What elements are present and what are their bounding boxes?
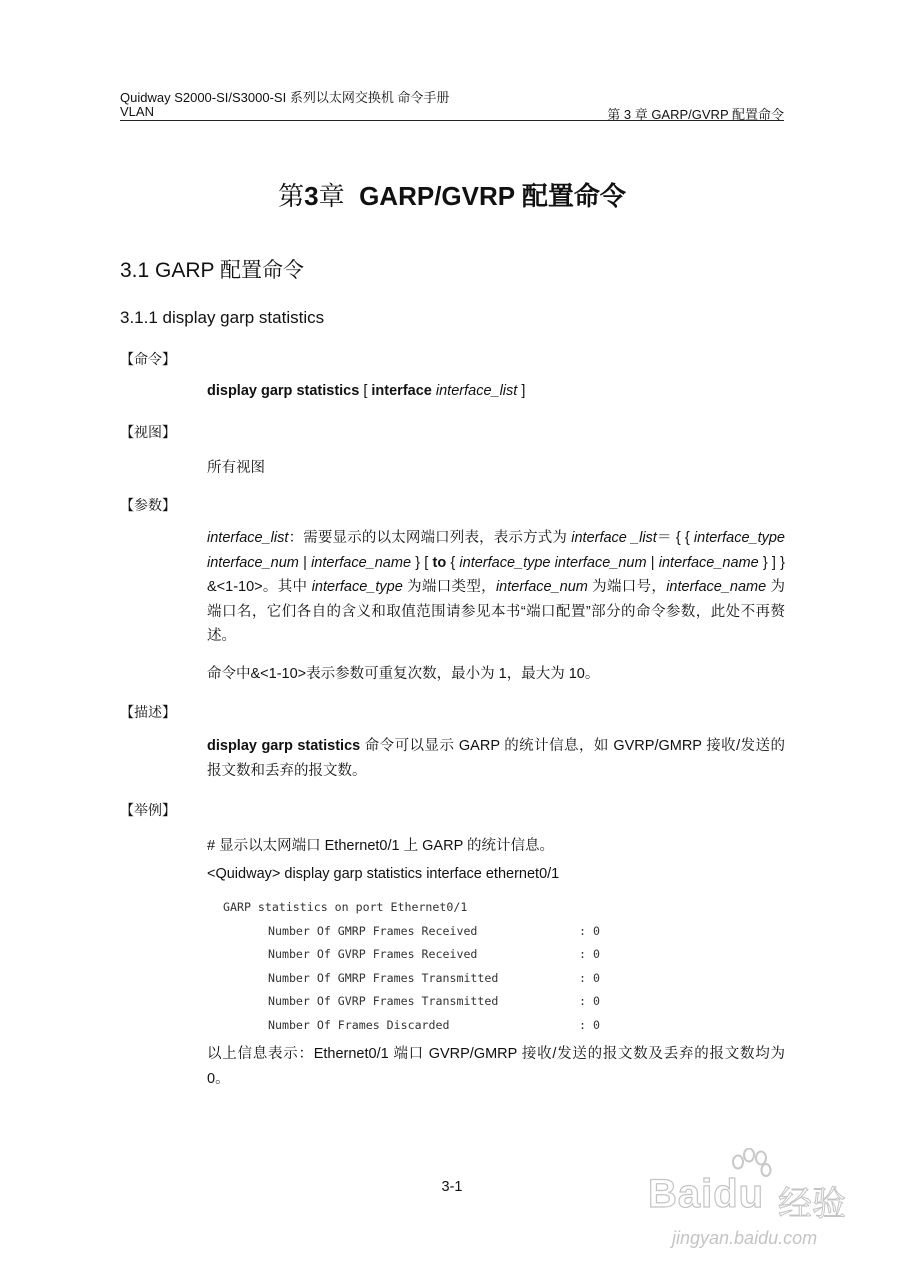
subsection-heading: 3.1.1 display garp statistics (120, 308, 325, 327)
watermark-brand: Baidu (648, 1172, 765, 1216)
output-row-label: Number Of GVRP Frames Transmitted (268, 994, 499, 1008)
header-section-right: 第 3 章 GARP/GVRP 配置命令 (607, 107, 784, 122)
output-row-value: : 0 (579, 1018, 600, 1032)
watermark-url: jingyan.baidu.com (672, 1228, 818, 1248)
desc-paragraph: display garp statistics 命令可以显示 GARP 的统计信息，如 GVRP/GMRP 接收/发送的报文数和丢弃的报文数。 (207, 738, 785, 779)
label-view: 【视图】 (120, 424, 176, 440)
output-row-value: : 0 (579, 924, 600, 938)
output-row-label: Number Of GMRP Frames Received (268, 924, 478, 938)
params-paragraph-1: interface_list：需要显示的以太网端口列表，表示方式为 interface _list＝ { { interface_type interface_num | interface_name } [ to { interface_type interface_num | interface_name } ] } &<1-10>。其中 interface_type 为端口类型，interface_num 为端口号，interface_name 为端口名，它们各自的含义和取值范围请参见本书“端口配置”部分的命令参数，此处不再赘述。 (207, 530, 786, 644)
example-comment: # 显示以太网端口 Ethernet0/1 上 GARP 的统计信息。 (207, 838, 555, 854)
chapter-title: 第3章 GARP/GVRP 配置命令 (278, 181, 626, 211)
label-example: 【举例】 (120, 802, 176, 818)
params-paragraph-2: 命令中&<1-10>表示参数可重复次数，最小为 1，最大为 10。 (207, 666, 600, 682)
label-command: 【命令】 (120, 351, 176, 367)
output-row-value: : 0 (579, 994, 600, 1008)
label-params: 【参数】 (120, 497, 176, 513)
output-row-label: Number Of Frames Discarded (268, 1018, 450, 1032)
header-rule (120, 120, 784, 121)
command-syntax: display garp statistics [ interface interface_list ] (207, 383, 526, 399)
header-title: Quidway S2000-SI/S3000-SI 系列以太网交换机 命令手册 (120, 90, 450, 105)
paw-icon (728, 1148, 774, 1194)
baidu-watermark (644, 1148, 854, 1258)
label-desc: 【描述】 (120, 704, 176, 720)
example-command: <Quidway> display garp statistics interface ethernet0/1 (207, 866, 560, 882)
output-row-value: : 0 (579, 947, 600, 961)
output-row-value: : 0 (579, 971, 600, 985)
output-title: GARP statistics on port Ethernet0/1 (223, 900, 468, 914)
watermark-jingyan: 经验 (778, 1184, 846, 1224)
output-row-label: Number Of GVRP Frames Received (268, 947, 478, 961)
header-section-left: VLAN (120, 104, 154, 119)
page-number: 3-1 (441, 1179, 463, 1195)
example-conclusion: 以上信息表示：Ethernet0/1 端口 GVRP/GMRP 接收/发送的报文数及丢弃的报文数均为 0。 (207, 1046, 785, 1087)
section-heading: 3.1 GARP 配置命令 (120, 259, 304, 282)
output-row-label: Number Of GMRP Frames Transmitted (268, 971, 499, 985)
view-text: 所有视图 (207, 460, 265, 476)
